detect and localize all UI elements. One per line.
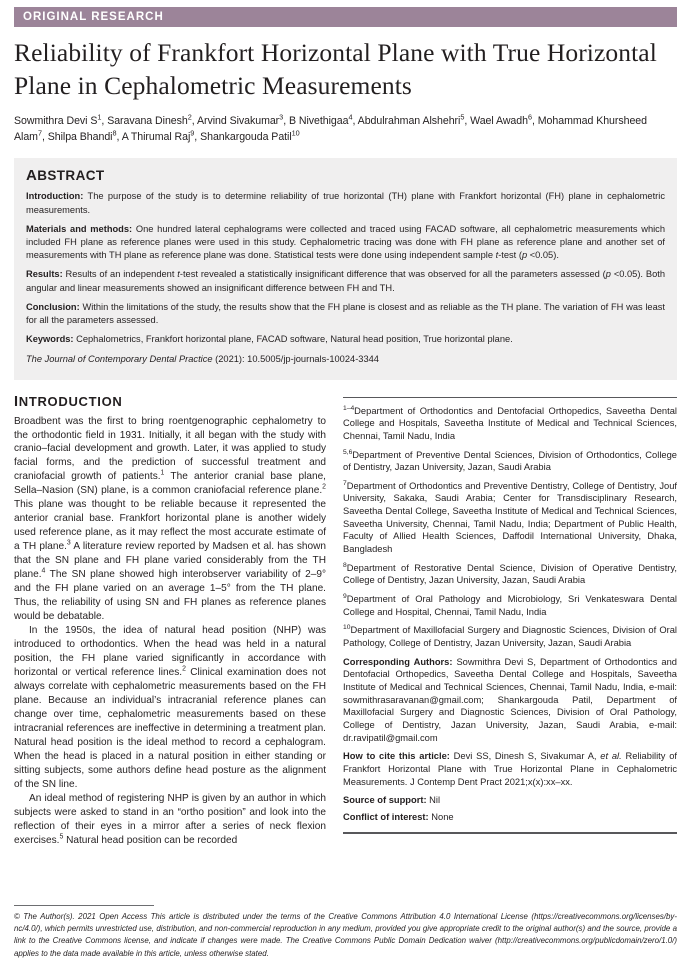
page-title: Reliability of Frankfort Horizontal Plane with True Horizontal Plane in Cephalometric Measurements [14, 38, 657, 101]
citation-ref: 1 [160, 470, 165, 478]
abstract-materials-text-3: <0.05). [527, 250, 559, 261]
conflict-of-interest-value: None [428, 811, 454, 822]
affiliation-text: Department of Restorative Dental Science, Division of Operative Dentistry, College of Dentistry, Jazan University, Jazan, Saudi Arabia [343, 562, 677, 586]
affiliation-text: Department of Orthodontics and Preventive Dentistry, College of Dentistry, Jouf University, Sakaka, Saudi Arabia; Center for Transdisciplinary Research, Saveetha Dental College, Saveetha Institute of Medical and Technical Sciences, Saveetha University, Chennai, Tamil Nadu, India; Department of Public Health, Faculty of Allied Health Sciences, Daffodil International University, Dhaka, Bangladesh [343, 480, 677, 555]
abstract-results-text-1: Results of an independent [62, 269, 178, 280]
paper-page [0, 7, 693, 970]
author-affiliation-marker: 10 [291, 128, 300, 138]
affiliation-item [343, 449, 677, 474]
abstract-materials-text-1: One hundred lateral cephalograms were collected and traced using FACAD software, all cephalometric measurements which included FH plane as reference planes were used in this study. Cephalometric tracing was done with FH plane as reference plane and another set of measurements with TH plane as reference plane was done. Statistical tests were done using independent sample [26, 223, 665, 261]
body-columns [14, 394, 677, 848]
license-text: © The Author(s). 2021 Open Access This article is distributed under the terms of the Creative Commons Attribution 4.0 International License (https://creativecommons.org/licenses/by-nc/4.0/), which permits unrestricted use, distribution, and non-commercial reproduction in any medium, provided you give appropriate credit to the original author(s) and the source, provide a link to the Creative Commons license, and indicate if changes were made. The Creative Commons Public Domain Dedication waiver (http://creativecommons.org/publicdomain/zero/1.0/) applies to the data made available in this article, unless otherwise stated. [14, 911, 677, 958]
abstract-keywords [26, 333, 665, 346]
author-name: Arvind Sivakumar [196, 115, 280, 128]
intro-p1-d: A literature review reported by Madsen et al. has shown that the SN plane and FH plane varied considerably from the TH plane. [14, 541, 326, 581]
footer-divider [14, 905, 154, 906]
abstract-keywords-label: Keywords: [26, 334, 74, 345]
citation-ref: 3 [66, 539, 71, 547]
affiliation-item [343, 562, 677, 587]
author-name: A Thirumal Raj [121, 131, 191, 144]
article-type-ribbon [14, 7, 677, 27]
author-name: Wael Awadh [470, 115, 528, 128]
author-name: Abdulrahman Alshehri [357, 115, 461, 128]
affiliation-text: Department of Oral Pathology and Microbiology, Sri Venkateswara Dental College and Hospital, Chennai, Tamil Nadu, India [343, 594, 677, 617]
author-affiliation-marker: 5 [460, 112, 465, 122]
how-to-cite [343, 750, 677, 788]
affiliation-item [343, 405, 677, 443]
author-name: Mohammad Khursheed Alam [14, 115, 647, 144]
abstract-keywords-text: Cephalometrics, Frankfort horizontal plane, FACAD software, Natural head position, True horizontal plane. [73, 334, 513, 345]
affiliations-bottom-divider [343, 832, 677, 834]
affiliation-text: Department of Maxillofacial Surgery and Diagnostic Sciences, Division of Oral Pathology, College of Dentistry, Jazan University, Jazan, Saudi Arabia [343, 625, 677, 649]
author-name: Sowmithra Devi S [14, 115, 98, 128]
journal-name: The Journal of Contemporary Dental Practice [26, 354, 213, 365]
affiliation-item [343, 624, 677, 649]
author-affiliation-marker: 7 [37, 128, 42, 138]
column-right [343, 394, 677, 848]
abstract-materials-text-2: -test ( [498, 250, 522, 261]
source-of-support-value: Nil [426, 795, 441, 806]
affiliation-item [343, 480, 677, 556]
affiliation-marker: 7 [343, 479, 347, 487]
author-affiliation-marker: 9 [190, 128, 195, 138]
license-footer [14, 905, 677, 960]
abstract-introduction-label: Introduction: [26, 191, 84, 202]
abstract-introduction [26, 190, 665, 216]
affiliation-item [343, 593, 677, 618]
author-name: Shankargouda Patil [200, 131, 292, 144]
affiliation-marker: 10 [343, 624, 351, 632]
abstract-results-text-3: <0.05). Both angular and linear measurements showed an insignificant difference between FH and TH. [26, 269, 666, 293]
author-affiliation-marker: 4 [348, 112, 353, 122]
how-to-cite-etal: et al. [600, 751, 622, 762]
corresponding-authors-text: Sowmithra Devi S, Department of Orthodontics and Dentofacial Orthopedics, Saveetha Dental College and Hospitals, Saveetha Institute of Medical and Technical Sciences, Chennai, Tamil Nadu, India, e-mail: sowmithrasaravanan@gmail.com; Shankargouda Patil, Department of Maxillofacial Surgery and Diagnostic Sciences, Division of Oral Pathology, College of Dentistry, Jazan University, Jazan, Saudi Arabia, e-mail: dr.ravipatil@gmail.com [343, 656, 677, 743]
author-list: Sowmithra Devi $S^1$, Saravana Dinesh$^2$, Arvind Sivakumar$^3$, B Nivethigaa$^4$, Abdulrahman Alshehri$^5$, Wael Awadh$^6$, Mohammad Khursheed Alam$^7$, Shilpa Bhandi$^8$, A Thirumal Raj$^9$, Shankargouda Patil$^{10}$ [14, 112, 647, 144]
abstract-heading: ABSTRACT [26, 167, 105, 185]
abstract-heading-rest: BSTRACT [37, 168, 105, 184]
how-to-cite-text-a: Devi SS, Dinesh S, Sivakumar A, [449, 751, 601, 762]
affiliation-marker: 9 [343, 592, 347, 600]
how-to-cite-text-b: Reliability of Frankfort Horizontal Plane with True Horizontal Plane in Cephalometric Measurements. J Contemp Dent Pract 2021;x(x):xx–xx. [343, 751, 677, 787]
journal-doi: (2021): 10.5005/jp-journals-10024-3344 [212, 354, 379, 365]
affiliation-marker: 5,6 [343, 448, 353, 456]
citation-ref: 2 [322, 484, 326, 492]
journal-citation-line [26, 353, 665, 366]
affiliation-text: Department of Orthodontics and Dentofacial Orthopedics, Saveetha Dental College and Hospitals, Saveetha Institute of Medical and Technical Sciences, Chennai, Tamil Nadu, India [343, 405, 677, 441]
conflict-of-interest [343, 811, 677, 824]
citation-ref: 4 [41, 567, 46, 575]
affiliations-top-divider [343, 397, 677, 398]
intro-p3-a: An ideal method of registering NHP is given by an author in which subjects were asked to stand in an “ortho position” and look into the reflection of their eyes in a mirror after a series of neck flexion exercises. [14, 792, 326, 846]
abstract-materials-label: Materials and methods: [26, 223, 133, 234]
introduction-paragraph-1 [14, 415, 326, 625]
intro-p2-b: Clinical examination does not always correlate with cephalometric measurements based on the FH plane. Because an individual’s intracranial reference planes can change over time, cephalometric measurements based on these intracranial references are ineffective in determining a treatment plan. Natural head position is the ideal method to record a cephalogram. When the head is placed in a natural position in either standing or sitting subjects, some authors define head posture as the alignment of the SN line. [14, 666, 326, 790]
abstract-results [26, 268, 665, 294]
affiliation-text: Department of Preventive Dental Sciences, Division of Orthodontics, College of Dentistry, Jazan University, Jazan, Saudi Arabia [343, 449, 677, 473]
abstract-panel [14, 158, 677, 379]
intro-p1-c: This plane was thought to be reliable because it represented the anterior cranial base. Frankfort horizontal plane is another widely used reference plane, as it may reflect the most accurate estimate of a TH plane. [14, 499, 326, 553]
intro-p1-b: The anterior cranial base plane, Sella–Nasion (SN) plane, is a common craniofacial reference plane. [14, 471, 326, 497]
corresponding-authors-label: Corresponding Authors: [343, 656, 453, 667]
citation-ref: 2 [182, 665, 186, 673]
author-name: Saravana Dinesh [107, 115, 188, 128]
intro-p1-a: Broadbent was the first to bring roentgenographic cephalometry to the orthodontic field in 1931. Initially, it all began with the study with cranio–facial development and growth. Later, it was applied to study facial forms, and the prediction of successful treatment and craniofacial growth of patients. [14, 415, 326, 483]
introduction-paragraph-2 [14, 624, 326, 792]
abstract-results-italic-p: p [605, 269, 611, 280]
affiliation-marker: 8 [343, 561, 347, 569]
introduction-heading-rest: NTRODUCTION [18, 393, 123, 409]
source-of-support [343, 794, 677, 807]
citation-ref: 5 [59, 833, 64, 841]
author-affiliation-marker: 3 [279, 112, 284, 122]
intro-p3-b: Natural head position can be recorded [63, 834, 238, 846]
abstract-materials-italic-t: t [495, 250, 499, 261]
column-left [14, 394, 343, 848]
introduction-paragraph-3 [14, 792, 326, 848]
abstract-conclusion-text: Within the limitations of the study, the results show that the FH plane is closest and as reliable as the TH plane. The variation of FH was least for all the parameters assessed. [26, 301, 665, 325]
source-of-support-label: Source of support: [343, 795, 427, 806]
article-type-label: ORIGINAL RESEARCH [23, 11, 164, 23]
author-affiliation-marker: 1 [97, 112, 102, 122]
introduction-heading: INTRODUCTION [14, 393, 123, 410]
author-affiliation-marker: 8 [112, 128, 117, 138]
abstract-results-label: Results: [26, 269, 63, 280]
conflict-of-interest-label: Conflict of interest: [343, 811, 429, 822]
abstract-introduction-text: The purpose of the study is to determine reliability of true horizontal (TH) plane with Frankfort horizontal (FH) plane in cephalometric measurements. [26, 191, 665, 215]
author-affiliation-marker: 2 [187, 112, 192, 122]
affiliation-marker: 1–4 [343, 404, 355, 412]
author-name: Shilpa Bhandi [47, 131, 113, 144]
author-name: B Nivethigaa [288, 115, 349, 128]
abstract-results-italic-t: t [177, 269, 180, 280]
corresponding-authors [343, 656, 677, 745]
how-to-cite-label: How to cite this article: [343, 751, 450, 762]
abstract-results-text-2: -test revealed a statistically insignificant difference that was observed for all the parameters assessed ( [179, 269, 606, 280]
abstract-materials-italic-p: p [521, 250, 528, 261]
abstract-materials [26, 223, 665, 263]
abstract-conclusion-label: Conclusion: [26, 301, 80, 312]
abstract-conclusion [26, 301, 665, 327]
intro-p2-a: In the 1950s, the idea of natural head position (NHP) was introduced to orthodontics. When the head was held in a natural position, the FH plane varied significantly in accordance with horizontal or vertical reference lines. [14, 625, 326, 678]
intro-p1-e: The SN plane showed high interobserver variability of 2–9° and the FH plane varied on an average 1–5° from the TH plane. Thus, the reliability of using SN and FH planes as reference planes would be debatable. [14, 569, 326, 623]
author-affiliation-marker: 6 [527, 112, 532, 122]
